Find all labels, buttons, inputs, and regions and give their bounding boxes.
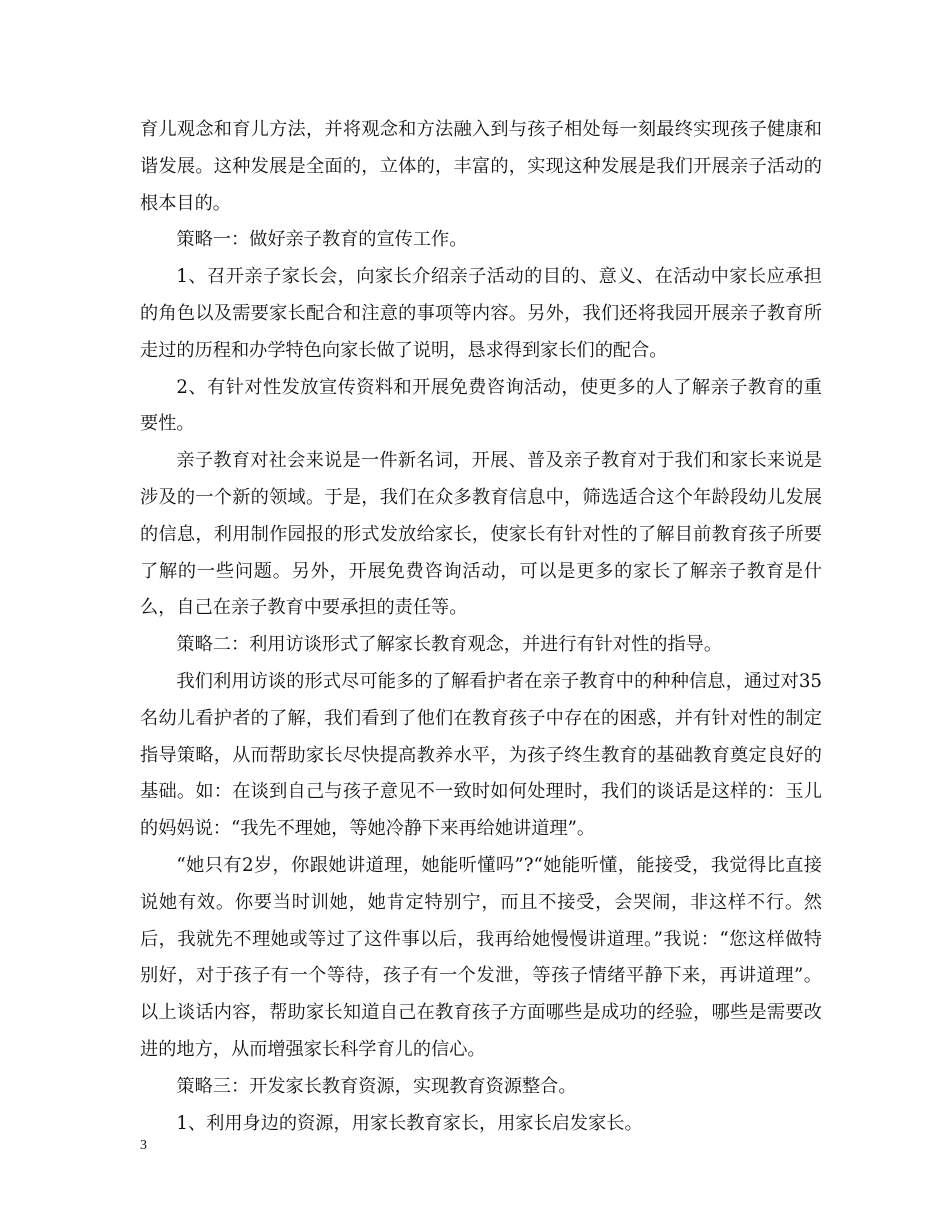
paragraph-parent-meeting: 1、召开亲子家长会，向家长介绍亲子活动的目的、意义、在活动中家长应承担的角色以及需要家长配合和注意的事项等内容。另外，我们还将我园开展亲子教育所走过的历程和办学特色向家长做了说明，恳求得到家长们的配合。 (140, 266, 822, 361)
strategy-two-heading: 策略二：利用访谈形式了解家长教育观念，并进行有针对性的指导。 (176, 634, 723, 656)
paragraph-publicity-materials: 2、有针对性发放宣传资料和开展免费咨询活动，使更多的人了解亲子教育的重要性。 (140, 376, 822, 435)
document-body (140, 112, 822, 1142)
paragraph-dialogue: “她只有2岁，你跟她讲道理，她能听懂吗”?“她能听懂，能接受，我觉得比直接说她有效。你要当时训她，她肯定特别宁，而且不接受，会哭闹，非这样不行。然后，我就先不理她或等过了这件事以后，我再给她慢慢讲道理。”我说：“您这样做特别好，对于孩子有一个等待，孩子有一个发泄，等孩子情绪平静下来，再讲道理”。以上谈话内容，帮助家长知道自己在教育孩子方面哪些是成功的经验，哪些是需要改进的地方，从而增强家长科学育儿的信心。 (140, 854, 822, 1060)
paragraph-continued: 育儿观念和育儿方法，并将观念和方法融入到与孩子相处每一刻最终实现孩子健康和谐发展。这种发展是全面的，立体的，丰富的，实现这种发展是我们开展亲子活动的根本目的。 (140, 119, 822, 214)
strategy-one-heading: 策略一：做好亲子教育的宣传工作。 (176, 229, 468, 251)
strategy-three-heading: 策略三：开发家长教育资源，实现教育资源整合。 (176, 1075, 577, 1097)
paragraph-local-resources: 1、利用身边的资源，用家长教育家长，用家长启发家长。 (176, 1112, 643, 1134)
paragraph-parent-education-new-field: 亲子教育对社会来说是一件新名词，开展、普及亲子教育对于我们和家长来说是涉及的一个新的领域。于是，我们在众多教育信息中，筛选适合这个年龄段幼儿发展的信息，利用制作园报的形式发放给家长，使家长有针对性的了解目前教育孩子所要了解的一些问题。另外，开展免费咨询活动，可以是更多的家长了解亲子教育是什么，自己在亲子教育中要承担的责任等。 (140, 450, 822, 619)
paragraph-interviews: 我们利用访谈的形式尽可能多的了解看护者在亲子教育中的种种信息，通过对35名幼儿看护者的了解，我们看到了他们在教育孩子中存在的困惑，并有针对性的制定指导策略，从而帮助家长尽快提高教养水平，为孩子终生教育的基础教育奠定良好的基础。如：在谈到自己与孩子意见不一致时如何处理时，我们的谈话是这样的：玉儿的妈妈说：“我先不理她，等她冷静下来再给她讲道理”。 (140, 670, 822, 840)
page-number: 3 (140, 1138, 147, 1153)
